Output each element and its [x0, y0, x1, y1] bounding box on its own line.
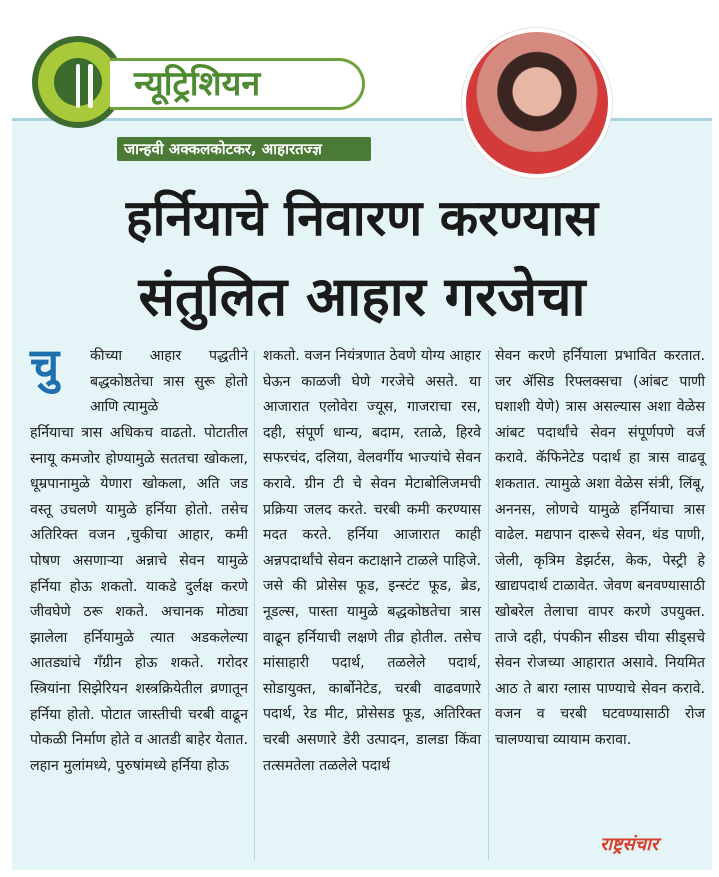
- column-divider: [488, 350, 489, 860]
- headline-line-1: हर्नियाचे निवारण करण्यास: [125, 189, 599, 247]
- author-photo: [462, 28, 612, 178]
- knife-icon: [88, 64, 93, 108]
- article-column-2: शकतो. वजन नियंत्रणात ठेवणे योग्य आहार घेऊन काळजी घेणे गरजेचे असते. या आजारात एलोवेरा ज्यूस, गाजराचा रस, दही, संपूर्ण धान्य, बदाम, रताळे, हिरवे सफरचंद, दलिया, वेलवर्गीय भाज्यांचे सेवन करावे. ग्रीन टी चे सेवन मेटाबोलिजमची प्रक्रिया जलद करते. चरबी कमी करण्यास मदत करते. हर्निया आजारात काही अन्नपदार्थांचे सेवन कटाक्षाने टाळले पाहिजे. जसे की प्रोसेस फूड, इन्स्टंट फूड, ब्रेड, नूडल्स, पास्ता यामुळे बद्धकोष्ठतेचा त्रास वाढून हर्नियाची लक्षणे तीव्र होतील. तसेच मांसाहारी पदार्थ, तळलेले पदार्थ, सोडायुक्त, कार्बोनेटेड, चरबी वाढवणारे पदार्थ, रेड मीट, प्रोसेसड फूड, अतिरिक्त चरबी असणारे डेरी उत्पादन, डालडा किंवा तत्समतेला तळलेले पदार्थ: [263, 348, 481, 774]
- fork-icon: [76, 64, 80, 108]
- author-byline: जान्हवी अक्कलकोटकर, आहारतज्ज्ञ: [124, 140, 322, 158]
- drop-cap: चु: [30, 338, 60, 392]
- article-lead-text: कीच्या आहार पद्धतीने बद्धकोष्ठतेचा त्रास सुरू होतो आणि त्यामुळे: [90, 348, 248, 416]
- article-column-3: सेवन करणे हर्नियाला प्रभावित करतात. जर ॲसिड रिफ्लक्सचा (आंबट पाणी घशाशी येणे) त्रास असल्यास अशा वेळेस आंबट पदार्थांचे सेवन संपूर्णपणे वर्ज करावे. कॅफिनेटेड पदार्थ हा त्रास वाढवू शकतात. त्यामुळे अशा वेळेस संत्री, लिंबू, अननस, लोणचे यामुळे हर्नियाचा त्रास वाढेल. मद्यपान दारूचे सेवन, थंड पाणी, जेली, कृत्रिम डेझर्टस, केक, पेस्ट्री हे खाद्यपदार्थ टाळावेत. जेवण बनवण्यासाठी खोबरेल तेलाचा वापर करणे उपयुक्त. ताजे दही, पंपकीन सीडस चीया सीड्सचे सेवन रोजच्या आहारात असावे. नियमित आठ ते बारा ग्लास पाण्याचे सेवन करावे. वजन व चरबी घटवण्यासाठी रोज चालण्याचा व्यायाम करावा.: [495, 348, 705, 748]
- section-title: न्यूट्रिशियन: [134, 64, 261, 104]
- article-column-1: हर्नियाचा त्रास अधिकच वाढतो. पोटातील स्नायू कमजोर होण्यामुळे सततचा खोकला, धूम्रपानामुळे येणारा खोकला, अति जड वस्तू उचलणे यामुळे हर्निया होतो. तसेच अतिरिक्त वजन ,चुकीचा आहार, कमी पोषण असणाऱ्या अन्नाचे सेवन यामुळे हर्निया होऊ शकतो. याकडे दुर्लक्ष करणे जीवघेणे ठरू शकते. अचानक मोठ्या झालेला हर्नियामुळे त्यात अडकलेल्या आतड्यांचे गँग्रीन होऊ शकते. गरोदर स्त्रियांना सिझेरियन शस्त्रक्रियेतील व्रणातून हर्निया होतो. पोटात जास्तीची चरबी वाढून पोकळी निर्माण होते व आतडी बाहेर येतात. लहान मुलांमध्ये, पुरुषांमध्ये हर्निया होऊ: [30, 425, 248, 774]
- column-divider: [254, 350, 255, 860]
- headline-line-2: संतुलित आहार गरजेचा: [138, 265, 586, 328]
- newspaper-brand-logo: राष्ट्रसंचार: [600, 834, 659, 855]
- plate-icon: [54, 58, 102, 106]
